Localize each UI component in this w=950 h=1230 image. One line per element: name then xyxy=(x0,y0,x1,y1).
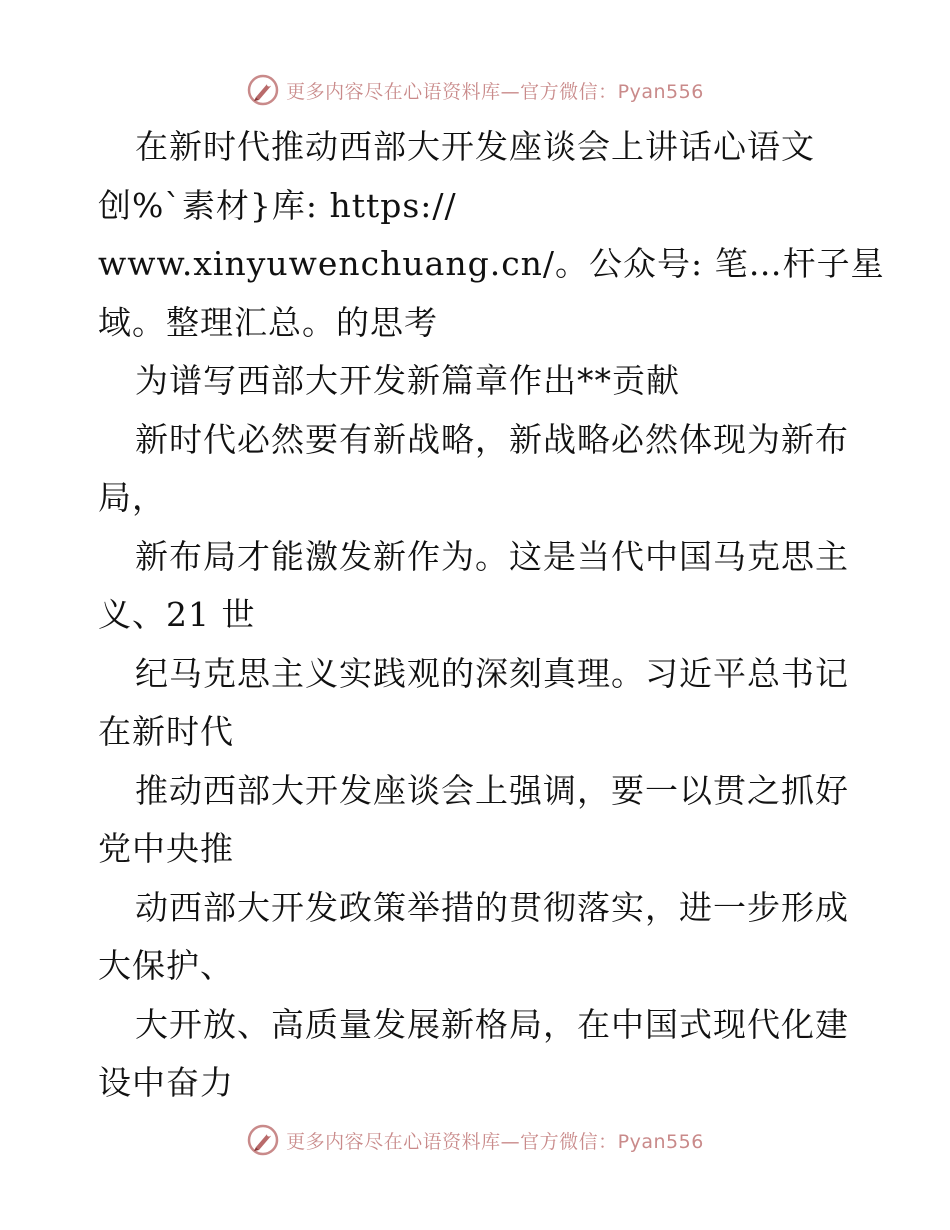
text-line: 大保护、 xyxy=(98,946,234,985)
text-line: 义、21 世 xyxy=(98,595,256,634)
text-line: 域。整理汇总。的思考 xyxy=(98,302,438,342)
text-line: 在新时代 xyxy=(98,712,234,751)
text-line: 动西部大开发政策举措的贯彻落实，进一步形成 xyxy=(135,887,849,927)
text-line: 党中央推 xyxy=(98,829,234,868)
footer-watermark-banner xyxy=(0,1122,950,1158)
text-line: 新时代必然要有新战略，新战略必然体现为新布 xyxy=(135,419,849,459)
text-line: 局， xyxy=(98,478,166,517)
text-line: 设中奋力 xyxy=(98,1063,234,1102)
text-line: 纪马克思主义实践观的深刻真理。习近平总书记 xyxy=(135,653,849,693)
document-body xyxy=(98,118,885,1113)
text-line: 创%`素材}库: https:// xyxy=(98,185,457,225)
footer-watermark-text: 更多内容尽在心语资料库—官方微信：Pyan556 xyxy=(286,1130,704,1153)
text-line: 为谱写西部大开发新篇章作出**贡献 xyxy=(135,361,680,400)
text-line: 新布局才能激发新作为。这是当代中国马克思主 xyxy=(135,536,849,576)
header-watermark-banner xyxy=(0,72,950,108)
text-line: 在新时代推动西部大开发座谈会上讲话心语文 xyxy=(135,127,815,166)
pen-nib-logo-icon xyxy=(246,1123,280,1157)
text-line: www.xinyuwenchuang.cn/。公众号: 笔…杆子星 xyxy=(98,244,885,283)
text-line: 推动西部大开发座谈会上强调，要一以贯之抓好 xyxy=(135,770,849,810)
header-watermark-text: 更多内容尽在心语资料库—官方微信：Pyan556 xyxy=(286,80,704,103)
pen-nib-logo-icon xyxy=(246,73,280,107)
text-line: 大开放、高质量发展新格局，在中国式现代化建 xyxy=(135,1004,849,1044)
